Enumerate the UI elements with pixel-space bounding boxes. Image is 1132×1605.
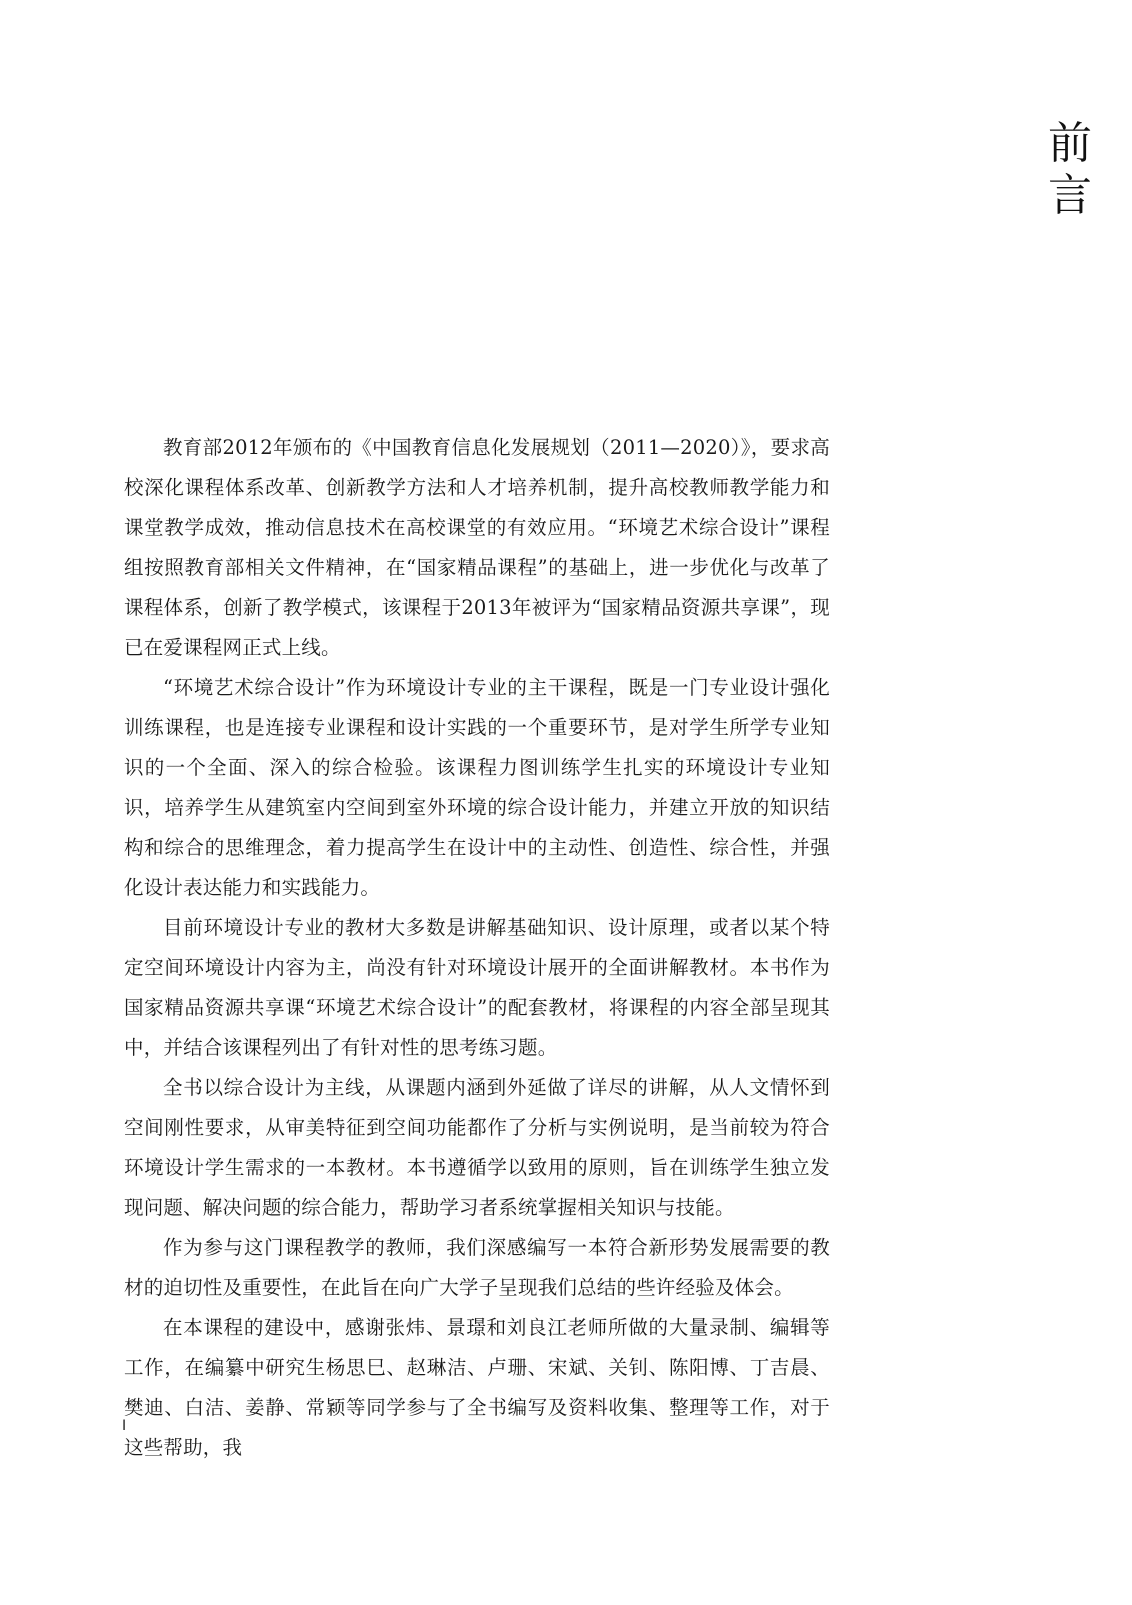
- paragraph-3: 目前环境设计专业的教材大多数是讲解基础知识、设计原理，或者以某个特定空间环境设计内容为主，尚没有针对环境设计展开的全面讲解教材。本书作为国家精品资源共享课“环境艺术综合设计”的配套教材，将课程的内容全部呈现其中，并结合该课程列出了有针对性的思考练习题。: [124, 916, 830, 1059]
- paragraph-1: 教育部2012年颁布的《中国教育信息化发展规划（2011—2020）》，要求高校深化课程体系改革、创新教学方法和人才培养机制，提升高校教师教学能力和课堂教学成效，推动信息技术在高校课堂的有效应用。“环境艺术综合设计”课程组按照教育部相关文件精神，在“国家精品课程”的基础上，进一步优化与改革了课程体系，创新了教学模式，该课程于2013年被评为“国家精品资源共享课”，现已在爱课程网正式上线。: [124, 436, 830, 659]
- page-number: I: [122, 1418, 127, 1434]
- paragraph-5: 作为参与这门课程教学的教师，我们深感编写一本符合新形势发展需要的教材的迫切性及重要性，在此旨在向广大学子呈现我们总结的些许经验及体会。: [124, 1236, 830, 1299]
- title-char-2: 言: [1048, 170, 1092, 221]
- paragraph-2: “环境艺术综合设计”作为环境设计专业的主干课程，既是一门专业设计强化训练课程，也是连接专业课程和设计实践的一个重要环节，是对学生所学专业知识的一个全面、深入的综合检验。该课程力图训练学生扎实的环境设计专业知识，培养学生从建筑室内空间到室外环境的综合设计能力，并建立开放的知识结构和综合的思维理念，着力提高学生在设计中的主动性、创造性、综合性，并强化设计表达能力和实践能力。: [124, 676, 830, 899]
- page-title: [1040, 118, 1100, 222]
- preface-body: [124, 428, 830, 1468]
- paragraph-4: 全书以综合设计为主线，从课题内涵到外延做了详尽的讲解，从人文情怀到空间刚性要求，从审美特征到空间功能都作了分析与实例说明，是当前较为符合环境设计学生需求的一本教材。本书遵循学以致用的原则，旨在训练学生独立发现问题、解决问题的综合能力，帮助学习者系统掌握相关知识与技能。: [124, 1076, 830, 1219]
- title-char-1: 前: [1048, 118, 1092, 169]
- paragraph-6: 在本课程的建设中，感谢张炜、景璟和刘良江老师所做的大量录制、编辑等工作，在编纂中研究生杨思巳、赵琳洁、卢珊、宋斌、关钊、陈阳博、丁吉晨、樊迪、白洁、姜静、常颖等同学参与了全书编写及资料收集、整理等工作，对于这些帮助，我: [124, 1316, 830, 1459]
